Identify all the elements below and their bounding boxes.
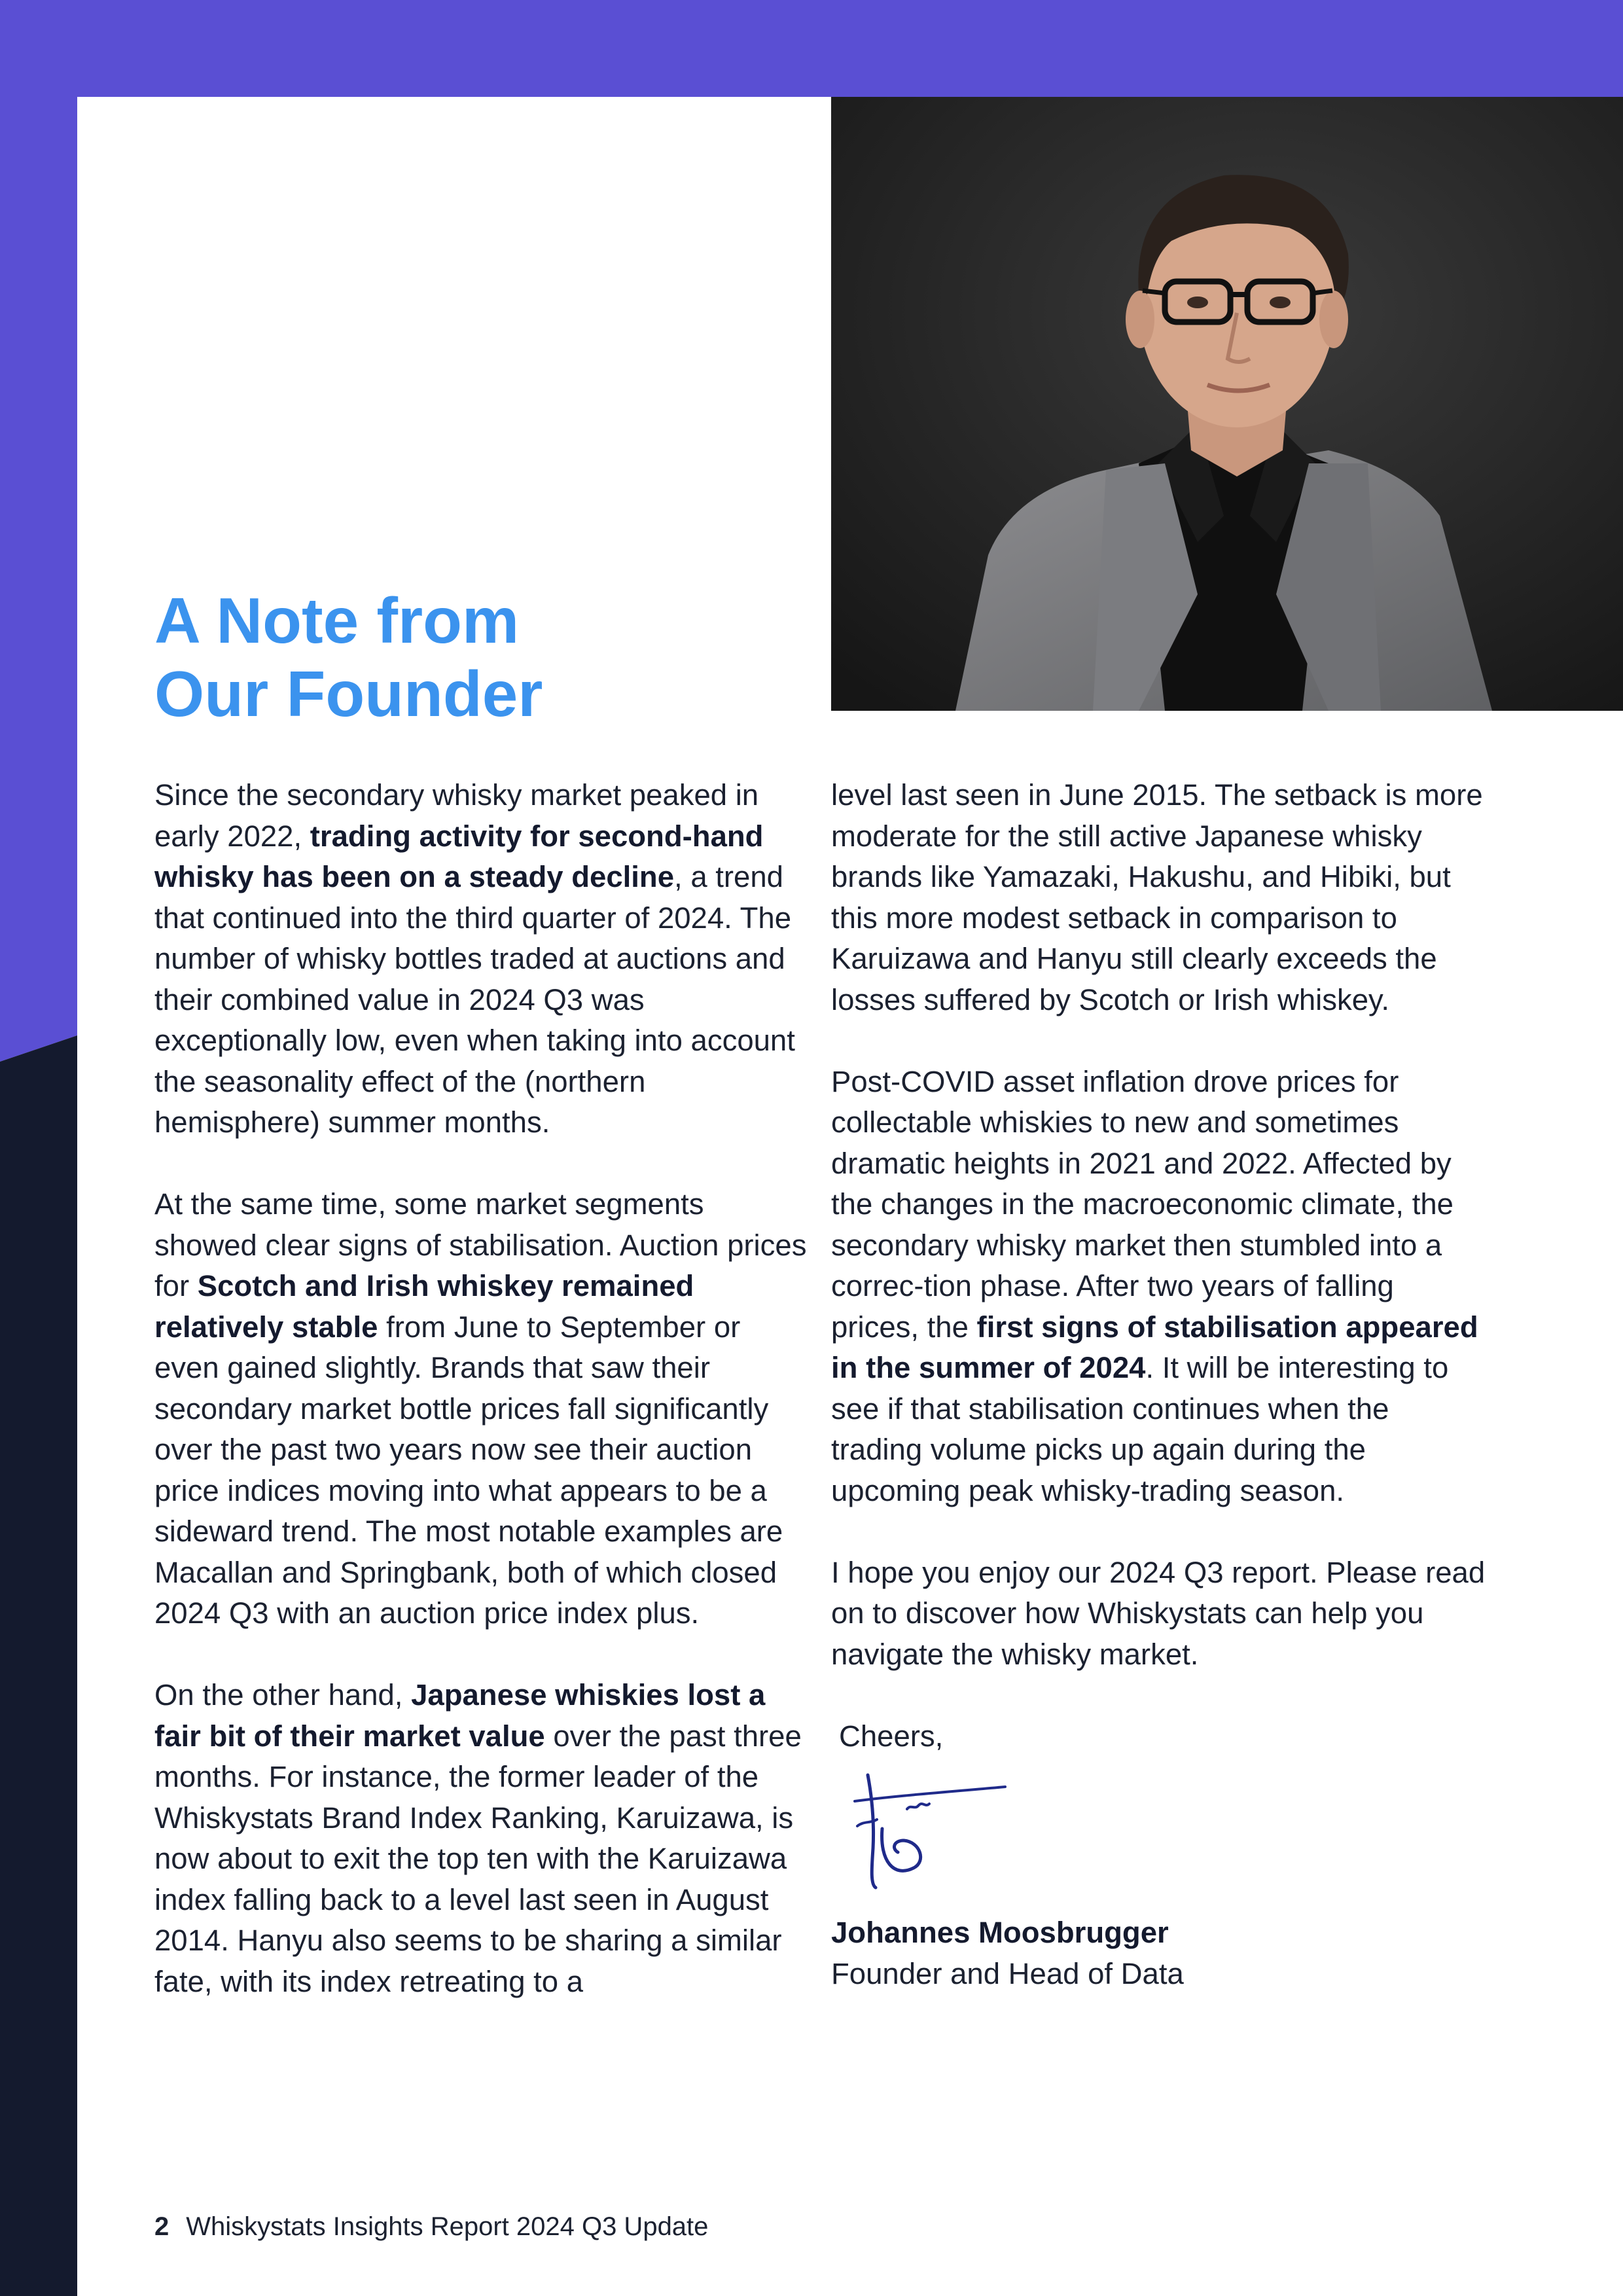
founder-portrait-icon	[831, 97, 1623, 711]
founder-role: Founder and Head of Data	[831, 1956, 1184, 1990]
paragraph-japanese-whiskies	[154, 1675, 809, 2002]
page-title	[154, 584, 796, 730]
highlight-text: trading activity for second-hand whisky has been on a steady decline	[154, 819, 764, 893]
page-footer	[154, 2211, 708, 2242]
highlight-text: Scotch and Irish whiskey remained relatively stable	[154, 1269, 694, 1344]
paragraph-setback: level last seen in June 2015. The setback is more moderate for the still active Japanese whisky brands like Yamazaki, Hakushu, and Hibiki, but this more modest setback in comparison to Karuizawa and Hanyu still clearly exceeds the losses suffered by Scotch or Irish whiskey.	[831, 778, 1483, 1016]
page-title-line-1: A Note from	[154, 584, 520, 656]
paragraph-enjoy-report: I hope you enjoy our 2024 Q3 report. Please read on to discover how Whiskystats can help you navigate the whisky market.	[831, 1555, 1486, 1671]
text-run: At the same time, some market segments showed clear signs of stabilisation. Auction prices for	[154, 1187, 807, 1302]
left-color-strip	[0, 0, 77, 2296]
text-run: . It will be interesting to see if that stabilisation continues when the trading volume picks up again during the upcoming peak whisky-trading season.	[831, 1351, 1449, 1507]
closing-text: Cheers,	[839, 1719, 944, 1753]
paragraph-market-decline	[154, 775, 809, 1143]
text-run: On the other hand,	[154, 1678, 412, 1712]
left-text-column	[154, 775, 809, 2043]
highlight-text: Japanese whiskies lost a fair bit of their market value	[154, 1678, 766, 1753]
text-run: Since the secondary whisky market peaked in early 2022,	[154, 778, 759, 853]
signature-icon	[842, 1763, 1025, 1894]
paragraph-stabilisation	[154, 1184, 809, 1634]
text-run: over the past three months. For instance, the former leader of the Whiskystats Brand Index Ranking, Karuizawa, is now about to exit the top ten with the Karuizawa index falling back to a level last seen in August 2014. Hanyu also seems to be sharing a similar fate, with its index retreating to a	[154, 1719, 802, 1998]
right-text-column	[831, 775, 1486, 1994]
paragraph-post-covid	[831, 1062, 1486, 1512]
highlight-text: first signs of stabilisation appeared in the summer of 2024	[831, 1310, 1478, 1384]
page-number: 2	[154, 2212, 169, 2241]
founder-name: Johannes Moosbrugger	[831, 1916, 1169, 1949]
text-run: from June to September or even gained slightly. Brands that saw their secondary market bottle prices fall significantly over the past two years now see their auction price indices moving into what appears to be a sideward trend. The most notable examples are Macallan and Springbank, both of which closed 2024 Q3 with an auction price index plus.	[154, 1310, 783, 1630]
top-color-band	[0, 0, 1623, 97]
report-title: Whiskystats Insights Report 2024 Q3 Update	[186, 2212, 709, 2241]
text-run: , a trend that continued into the third quarter of 2024. The number of whisky bottles traded at auctions and their combined value in 2024 Q3 was exceptionally low, even when taking into account the seasonality effect of the (northern hemisphere) summer months.	[154, 860, 795, 1139]
page-title-line-2: Our Founder	[154, 658, 543, 730]
text-run: Post-COVID asset inflation drove prices for collectable whiskies to new and sometimes dramatic heights in 2021 and 2022. Affected by the changes in the macroeconomic climate, the secondary whisky market then stumbled into a correc-tion phase. After two years of falling prices, the	[831, 1064, 1454, 1344]
